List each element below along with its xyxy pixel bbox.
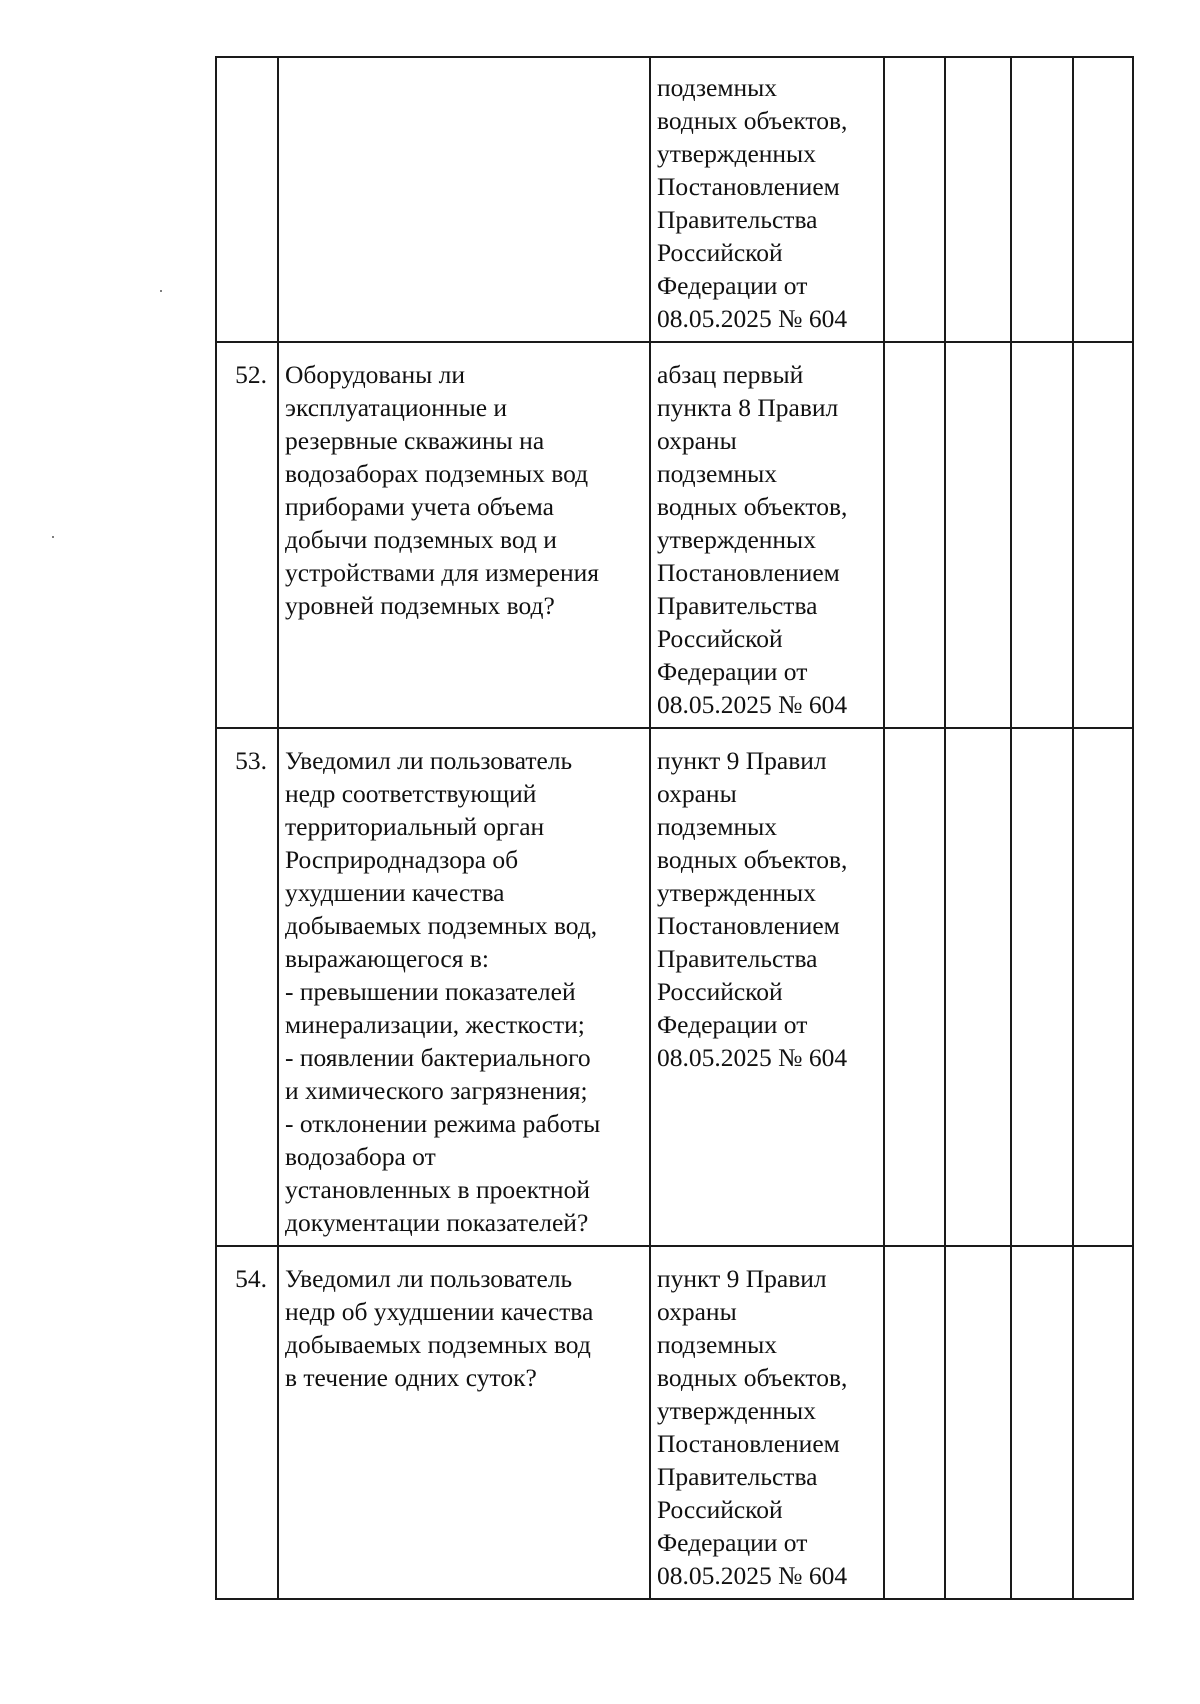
- table-row: [216, 342, 1133, 728]
- note-cell[interactable]: [1073, 57, 1133, 342]
- checklist-table: [215, 56, 1134, 1600]
- answer-yes-cell[interactable]: [884, 342, 945, 728]
- legal-basis-cell: пункт 9 Правил охраны подземных водных объектов, утвержденных Постановлением Правительства Российской Федерации от 08.05.2025 № 604: [650, 1246, 884, 1599]
- table-row: [216, 1246, 1133, 1599]
- scan-speck: [52, 536, 54, 538]
- row-number: [216, 57, 278, 342]
- question-cell: [278, 57, 650, 342]
- row-number: 53.: [216, 728, 278, 1246]
- legal-basis-cell: пункт 9 Правил охраны подземных водных объектов, утвержденных Постановлением Правительства Российской Федерации от 08.05.2025 № 604: [650, 728, 884, 1246]
- legal-basis-cell: подземных водных объектов, утвержденных Постановлением Правительства Российской Федерации от 08.05.2025 № 604: [650, 57, 884, 342]
- legal-basis-cell: абзац первый пункта 8 Правил охраны подземных водных объектов, утвержденных Постановлением Правительства Российской Федерации от 08.05.2025 № 604: [650, 342, 884, 728]
- answer-na-cell[interactable]: [1011, 1246, 1073, 1599]
- table-row: [216, 728, 1133, 1246]
- row-number: 54.: [216, 1246, 278, 1599]
- question-cell: Уведомил ли пользователь недр об ухудшении качества добываемых подземных вод в течение одних суток?: [278, 1246, 650, 1599]
- answer-na-cell[interactable]: [1011, 57, 1073, 342]
- answer-yes-cell[interactable]: [884, 1246, 945, 1599]
- answer-yes-cell[interactable]: [884, 57, 945, 342]
- answer-na-cell[interactable]: [1011, 342, 1073, 728]
- answer-no-cell[interactable]: [945, 57, 1011, 342]
- note-cell[interactable]: [1073, 728, 1133, 1246]
- table-row: [216, 57, 1133, 342]
- answer-no-cell[interactable]: [945, 728, 1011, 1246]
- question-cell: Оборудованы ли эксплуатационные и резервные скважины на водозаборах подземных вод приборами учета объема добычи подземных вод и устройствами для измерения уровней подземных вод?: [278, 342, 650, 728]
- question-cell: Уведомил ли пользователь недр соответствующий территориальный орган Росприроднадзора об ухудшении качества добываемых подземных вод, выражающегося в: - превышении показателей минерализации, жесткости; - появлении бактериального и химического загрязнения; - отклонении режима работы водозабора от установленных в проектной документации показателей?: [278, 728, 650, 1246]
- row-number: 52.: [216, 342, 278, 728]
- note-cell[interactable]: [1073, 1246, 1133, 1599]
- answer-no-cell[interactable]: [945, 342, 1011, 728]
- answer-yes-cell[interactable]: [884, 728, 945, 1246]
- note-cell[interactable]: [1073, 342, 1133, 728]
- answer-no-cell[interactable]: [945, 1246, 1011, 1599]
- scan-speck: [160, 290, 162, 292]
- answer-na-cell[interactable]: [1011, 728, 1073, 1246]
